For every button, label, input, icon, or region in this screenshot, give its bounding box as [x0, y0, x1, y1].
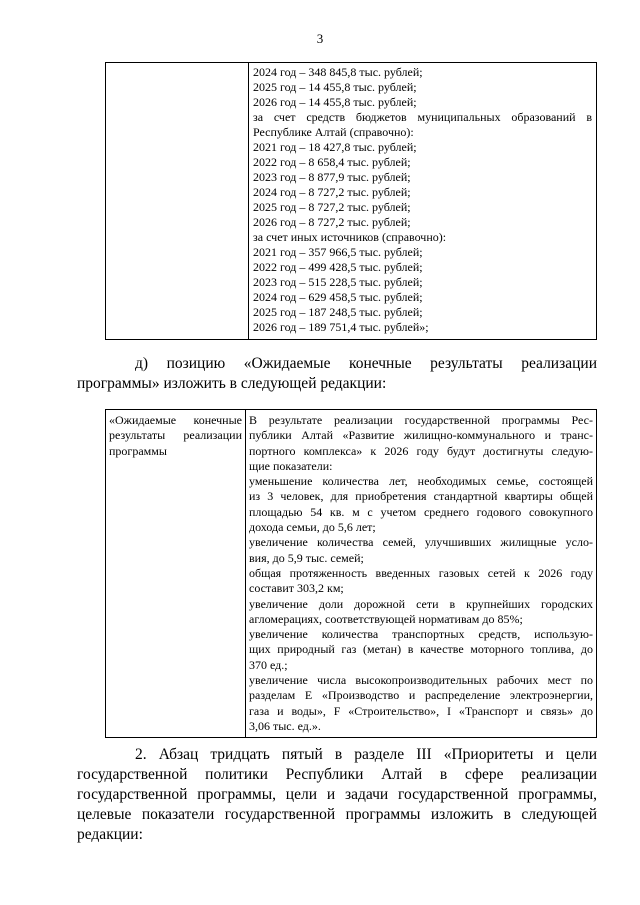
paragraph-line: государственной политики Республики Алтай в сфере реализации [77, 766, 597, 783]
table-row [106, 410, 597, 738]
funding-line: 2026 год – 14 455,8 тыс. рублей; [253, 95, 417, 109]
results-line: площадью 54 кв. м с учетом среднего годового совокупного [249, 504, 593, 519]
results-label-line: «Ожидаемые конечные [109, 413, 242, 427]
results-line: щие показатели: [249, 458, 333, 473]
results-line: газа и воды», F «Строительство», I «Транспорт и связь» до [249, 703, 593, 718]
results-line: портного комплекса» к 2026 году будут достигнуты следую- [249, 443, 593, 458]
results-line: В результате реализации государственной программы Рес- [249, 413, 593, 427]
paragraph-line: целевые показатели государственной программы изложить в следующей [77, 806, 597, 823]
funding-line: 2021 год – 357 966,5 тыс. рублей; [253, 245, 423, 259]
funding-line: 2023 год – 8 877,9 тыс. рублей; [253, 170, 411, 184]
funding-right-cell [249, 63, 597, 340]
funding-left-cell [106, 63, 249, 340]
results-line: вия, до 5,9 тыс. семей; [249, 550, 364, 565]
results-line: щих природный газ (метан) в качестве моторного топлива, до [249, 642, 593, 657]
paragraph-line: д) позицию «Ожидаемые конечные результаты реализации [135, 355, 597, 372]
results-line: разделам Е «Производство и распределение электроэнергии, [249, 688, 593, 703]
results-left-cell [106, 410, 246, 738]
results-label-line: результаты реализации [109, 428, 242, 443]
results-line: агломерациях, соответствующей нормативам до 85%; [249, 611, 523, 626]
funding-line: 2025 год – 8 727,2 тыс. рублей; [253, 200, 411, 214]
paragraph-line: программы» изложить в следующей редакции: [77, 375, 387, 392]
results-line: увеличение числа высокопроизводительных рабочих мест по [249, 673, 593, 688]
funding-line: 2026 год – 189 751,4 тыс. рублей»; [253, 320, 429, 334]
funding-line: 2026 год – 8 727,2 тыс. рублей; [253, 215, 411, 229]
funding-line: 2023 год – 515 228,5 тыс. рублей; [253, 275, 423, 289]
results-line: увеличение доли дорожной сети в крупнейших городских [249, 596, 593, 611]
funding-line: за счет иных источников (справочно): [253, 230, 447, 244]
funding-line: 2025 год – 14 455,8 тыс. рублей; [253, 80, 417, 94]
funding-line: 2021 год – 18 427,8 тыс. рублей; [253, 140, 417, 154]
paragraph-line: 2. Абзац тридцать пятый в разделе III «Приоритеты и цели [135, 746, 597, 763]
results-label-line: программы [109, 443, 167, 458]
funding-line: за счет средств бюджетов муниципальных образований в [253, 110, 592, 124]
paragraph-d [77, 354, 597, 394]
page-number: 3 [316, 31, 324, 46]
paragraph-line: редакции: [77, 826, 143, 843]
results-line: дохода семьи, до 5,6 лет; [249, 520, 376, 535]
results-line: увеличение количества семей, улучшивших жилищные усло- [249, 535, 593, 550]
results-line: публики Алтай «Развитие жилищно-коммунального и транс- [249, 428, 593, 443]
funding-line: 2022 год – 8 658,4 тыс. рублей; [253, 155, 411, 169]
results-line: составит 303,2 км; [249, 581, 344, 596]
table-row [106, 63, 597, 340]
funding-line: 2024 год – 8 727,2 тыс. рублей; [253, 185, 411, 199]
funding-line: 2022 год – 499 428,5 тыс. рублей; [253, 260, 423, 274]
results-right-cell [246, 410, 597, 738]
results-line: увеличение количества транспортных средств, использую- [249, 627, 593, 642]
results-line: уменьшение количества лет, необходимых семье, состоящей [249, 474, 593, 489]
funding-line: 2024 год – 348 845,8 тыс. рублей; [253, 65, 423, 79]
paragraph-2 [77, 745, 597, 845]
results-line: общая протяженность введенных газовых сетей к 2026 году [249, 565, 593, 580]
results-line: 3,06 тыс. ед.». [249, 718, 321, 733]
paragraph-line: государственной программы, цели и задачи государственной программы, [77, 786, 597, 803]
funding-table [105, 62, 597, 340]
funding-line: 2025 год – 187 248,5 тыс. рублей; [253, 305, 423, 319]
results-line: 370 ед.; [249, 657, 288, 672]
results-table [105, 409, 597, 738]
funding-line: Республике Алтай (справочно): [253, 125, 414, 139]
results-line: из 3 человек, для приобретения стандартной квартиры общей [249, 489, 593, 504]
funding-line: 2024 год – 629 458,5 тыс. рублей; [253, 290, 423, 304]
